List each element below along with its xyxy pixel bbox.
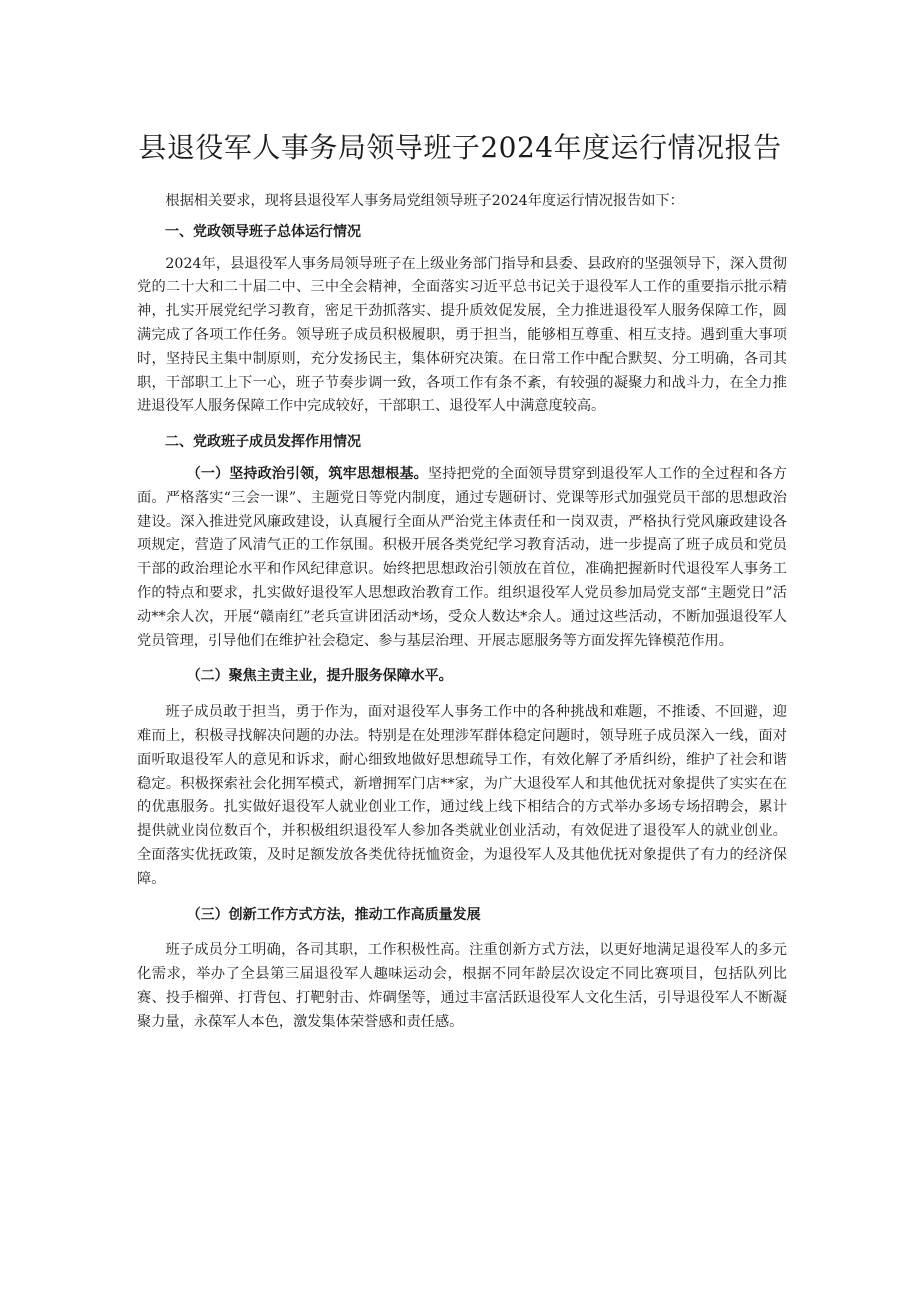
document-body <box>137 190 787 1035</box>
subsection-1-heading: （一）坚持政治引领，筑牢思想根基。 <box>186 465 428 482</box>
document-title: 县退役军人事务局领导班子2024年度运行情况报告 <box>138 131 782 164</box>
subsection-3-heading-line <box>137 904 787 928</box>
section-heading-2: 二、党政班子成员发挥作用情况 <box>165 434 361 451</box>
intro-paragraph: 根据相关要求，现将县退役军人事务局党组领导班子2024年度运行情况报告如下： <box>165 193 684 209</box>
subsection-1-paragraph <box>137 463 787 653</box>
subsection-3-paragraph: 班子成员分工明确，各司其职，工作积极性高。注重创新方式方法，以更好地满足退役军人的多元化需求，举办了全县第三届退役军人趣味运动会，根据不同年龄层次设定不同比赛项目，包括队列比赛、投手榴弹、打背包、打靶射击、炸碉堡等，通过丰富活跃退役军人文化生活，引导退役军人不断凝聚力量，永葆军人本色，激发集体荣誉感和责任感。 <box>137 942 787 1030</box>
subsection-2-heading-line <box>137 665 787 689</box>
subsection-1-text: 坚持把党的全面领导贯穿到退役军人工作的全过程和各方面。严格落实“三会一课”、主题党日等党内制度，通过专题研讨、党课等形式加强党员干部的思想政治建设。深入推进党风廉政建设，认真履行全面从严治党主体责任和一岗双责，严格执行党风廉政建设各项规定，营造了风清气正的工作氛围。积极开展各类党纪学习教育活动，进一步提高了班子成员和党员干部的政治理论水平和作风纪律意识。始终把思想政治引领放在首位，准确把握新时代退役军人事务工作的特点和要求，扎实做好退役军人思想政治教育工作。组织退役军人党员参加局党支部“主题党日”活动**余人次，开展“赣南红”老兵宣讲团活动*场，受众人数达*余人。通过这些活动，不断加强退役军人党员管理，引导他们在维护社会稳定、参与基层治理、开展志愿服务等方面发挥先锋模范作用。 <box>137 465 787 649</box>
section-heading-1: 一、党政领导班子总体运行情况 <box>165 223 361 240</box>
subsection-3-heading: （三）创新工作方式方法，推动工作高质量发展 <box>186 906 481 923</box>
subsection-2-paragraph: 班子成员敢于担当，勇于作为，面对退役军人事务工作中的各种挑战和难题，不推诿、不回避，迎难而上，积极寻找解决问题的办法。特别是在处理涉军群体稳定问题时，领导班子成员深入一线，面对面听取退役军人的意见和诉求，耐心细致地做好思想疏导工作，有效化解了矛盾纠纷，维护了社会和谐稳定。积极探索社会化拥军模式，新增拥军门店**家，为广大退役军人和其他优抚对象提供了实实在在的优惠服务。扎实做好退役军人就业创业工作，通过线上线下相结合的方式举办多场专场招聘会，累计提供就业岗位数百个，并积极组织退役军人参加各类就业创业活动，有效促进了退役军人的就业创业。全面落实优抚政策，及时足额发放各类优待抚恤资金，为退役军人及其他优抚对象提供了有力的经济保障。 <box>137 704 787 887</box>
section-1-paragraph: 2024年，县退役军人事务局领导班子在上级业务部门指导和县委、县政府的坚强领导下，深入贯彻党的二十大和二十届二中、三中全会精神，全面落实习近平总书记关于退役军人工作的重要指示批示精神，扎实开展党纪学习教育，密足干劲抓落实、提升质效促发展，全力推进退役军人服务保障工作，圆满完成了各项工作任务。领导班子成员积极履职，勇于担当，能够相互尊重、相互支持。遇到重大事项时，坚持民主集中制原则，充分发扬民主，集体研究决策。在日常工作中配合默契、分工明确，各司其职，干部职工上下一心，班子节奏步调一致，各项工作有条不紊，有较强的凝聚力和战斗力，在全力推进退役军人服务保障工作中完成较好，干部职工、退役军人中满意度较高。 <box>137 255 787 415</box>
subsection-2-heading: （二）聚焦主责主业，提升服务保障水平。 <box>186 668 453 685</box>
